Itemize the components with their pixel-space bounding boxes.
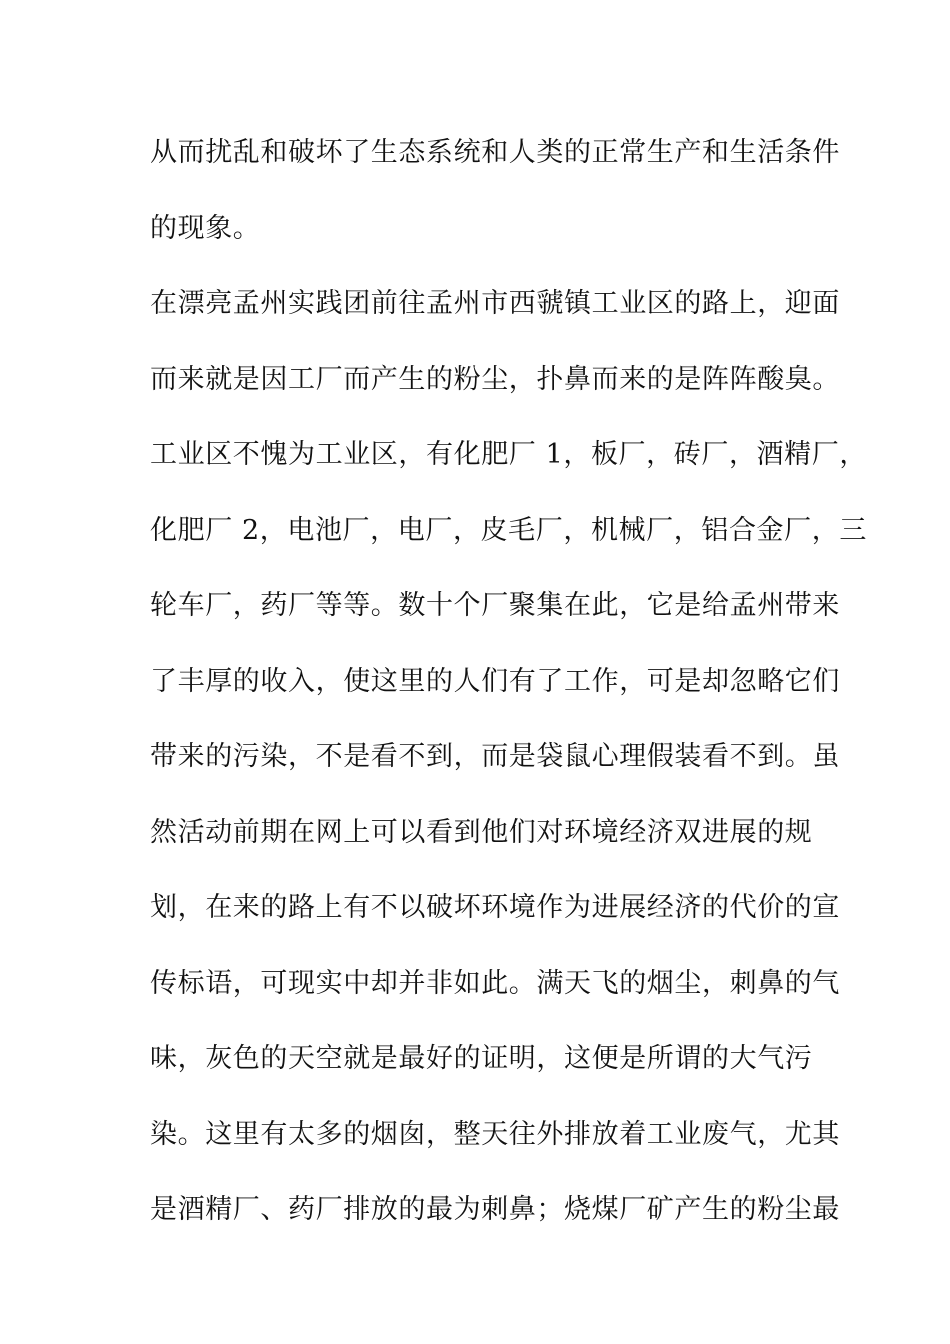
text-line: 从而扰乱和破坏了生态系统和人类的正常生产和生活条件	[150, 137, 840, 168]
text-line: 的现象。	[150, 212, 261, 244]
text-line: 划，在来的路上有不以破坏环境作为进展经济的代价的宣	[150, 892, 840, 923]
text-line: 味，灰色的天空就是最好的证明，这便是所谓的大气污	[150, 1043, 813, 1074]
text-line: 然活动前期在网上可以看到他们对环境经济双进展的规	[150, 816, 813, 848]
text-line: 带来的污染，不是看不到，而是袋鼠心理假装看不到。虽	[150, 741, 840, 772]
text-line: 而来就是因工厂而产生的粉尘，扑鼻而来的是阵阵酸臭。	[150, 363, 840, 395]
text-line: 工业区不愧为工业区，有化肥厂 1，板厂，砖厂，酒精厂，	[150, 439, 867, 470]
text-line: 是酒精厂、药厂排放的最为刺鼻；烧煤厂矿产生的粉尘最	[150, 1194, 840, 1225]
text-line: 了丰厚的收入，使这里的人们有了工作，可是却忽略它们	[150, 665, 840, 697]
text-line: 传标语，可现实中却并非如此。满天飞的烟尘，刺鼻的气	[150, 967, 840, 999]
text-line: 在漂亮孟州实践团前往孟州市西虢镇工业区的路上，迎面	[150, 288, 840, 319]
text-line: 染。这里有太多的烟囱，整天往外排放着工业废气，尤其	[150, 1118, 840, 1150]
document-body	[150, 131, 867, 1264]
text-line: 轮车厂，药厂等等。数十个厂聚集在此，它是给孟州带来	[150, 590, 840, 621]
text-line: 化肥厂 2，电池厂，电厂，皮毛厂，机械厂，铝合金厂，三	[150, 514, 867, 546]
